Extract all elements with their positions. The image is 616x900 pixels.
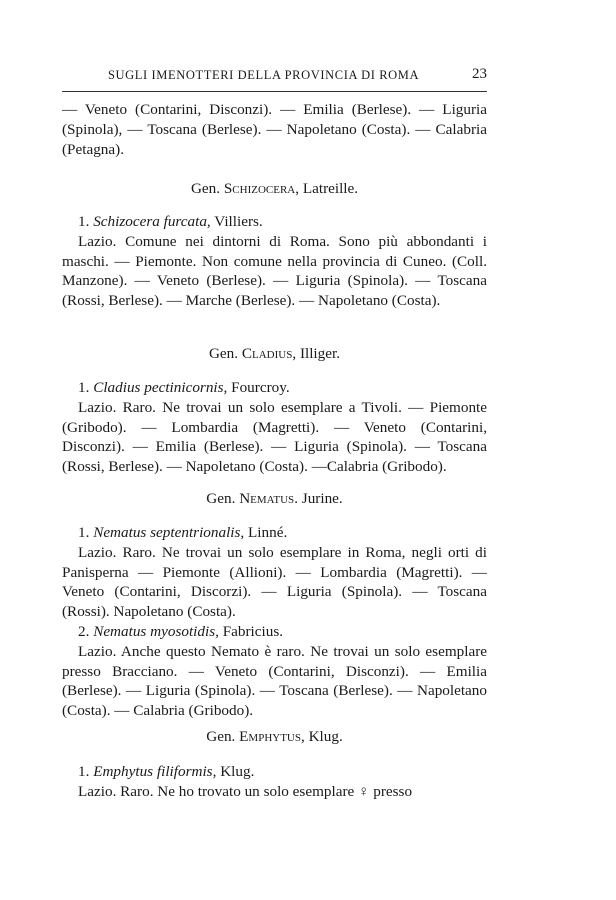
species-author: Villiers.: [214, 213, 263, 230]
species-name: Emphytus filiformis,: [93, 763, 217, 780]
genus-heading-schizocera: [62, 180, 487, 198]
species-heading: [62, 523, 487, 543]
genus-prefix: Gen.: [208, 345, 239, 362]
species-author: Klug.: [220, 763, 255, 780]
species-number: 1.: [78, 763, 90, 780]
intro-block: [62, 100, 487, 159]
species-heading: [62, 378, 487, 398]
species-entry: [62, 212, 487, 311]
genus-author: . Jurine.: [294, 490, 343, 507]
intro-paragraph: — Veneto (Contarini, Disconzi). — Emilia (Berlese). — Liguria (Spinola), — Toscana (Berlese). — Napoletano (Costa). — Calabria (Petagna).: [62, 101, 487, 158]
species-entry: [62, 523, 487, 721]
species-number: 2.: [78, 622, 90, 640]
genus-name: Cladius: [241, 345, 293, 362]
genus-author: , Latreille.: [295, 180, 359, 197]
species-heading: [62, 212, 487, 232]
species-author: Linné.: [248, 524, 288, 541]
genus-prefix: Gen.: [190, 180, 221, 197]
species-author: Fabricius.: [222, 622, 284, 640]
species-name: Nematus septentrionalis,: [93, 524, 245, 541]
species-number: 1.: [78, 524, 90, 541]
genus-name: Emphytus: [239, 728, 301, 745]
genus-heading-nematus: [62, 490, 487, 508]
genus-heading-cladius: [62, 345, 487, 363]
genus-heading-emphytus: [62, 728, 487, 746]
species-number: 1.: [78, 379, 90, 396]
species-name: Schizocera furcata,: [93, 213, 211, 230]
species-text: Lazio. Anche questo Nemato è raro. Ne trovai un solo esemplare presso Bracciano. — Veneto (Contarini, Disconzi). — Emilia (Berlese). — Liguria (Spinola). — Toscana (Berlese). — Napoletano (Costa). — Calabria (Gribodo).: [62, 642, 487, 720]
species-name: Cladius pectinicornis,: [93, 379, 228, 396]
species-text: Lazio. Raro. Ne ho trovato un solo esemplare ♀ presso: [78, 782, 413, 800]
species-number: 1.: [78, 213, 90, 230]
genus-prefix: Gen.: [206, 728, 236, 745]
genus-name: Nematus: [239, 490, 295, 507]
species-heading: [62, 622, 487, 642]
page-number: 23: [472, 66, 487, 82]
running-title: SUGLI IMENOTTERI DELLA PROVINCIA DI ROMA: [108, 68, 420, 82]
genus-name: Schizocera: [223, 180, 296, 197]
species-text: Lazio. Comune nei dintorni di Roma. Sono più abbondanti i maschi. — Piemonte. Non comune nella provincia di Cuneo. (Coll. Manzone). — Veneto (Berlese). — Liguria (Spinola). — Toscana (Rossi, Berlese). — Marche (Berlese). — Napoletano (Costa).: [62, 232, 487, 310]
header-rule: [62, 91, 487, 92]
genus-author: , Illiger.: [292, 345, 341, 362]
species-text: Lazio. Raro. Ne trovai un solo esemplare in Roma, negli orti di Panisperna — Piemonte (Allioni). — Lombardia (Magretti). — Veneto (Contarini, Discorzi). — Liguria (Spinola). — Toscana (Rossi). Napoletano (Costa).: [62, 543, 487, 621]
genus-prefix: Gen.: [206, 490, 236, 507]
species-heading: [62, 762, 487, 782]
species-author: Fourcroy.: [231, 379, 290, 396]
species-text: Lazio. Raro. Ne trovai un solo esemplare a Tivoli. — Piemonte (Gribodo). — Lombardia (Magretti). — Veneto (Contarini, Disconzi). — Emilia (Berlese). — Liguria (Spinola). — Toscana (Rossi, Berlese). — Napoletano (Costa). —Calabria (Gribodo).: [62, 398, 487, 476]
species-entry: [62, 378, 487, 477]
species-name: Nematus myosotidis,: [93, 622, 219, 640]
species-entry: [62, 762, 487, 802]
running-header: [62, 66, 487, 88]
genus-author: , Klug.: [301, 728, 343, 745]
